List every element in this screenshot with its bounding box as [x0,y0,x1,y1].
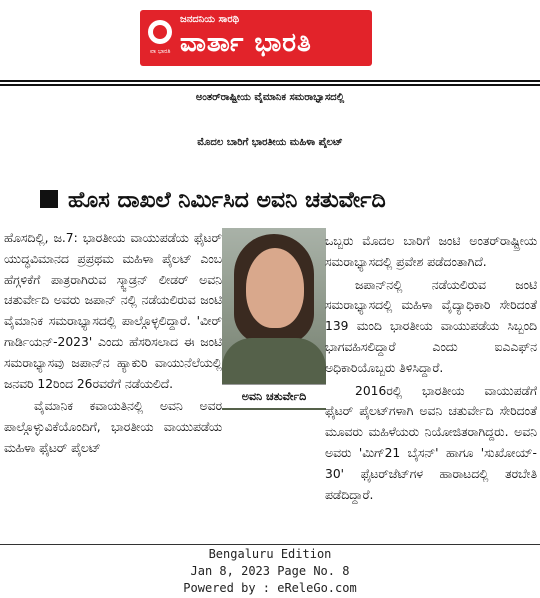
masthead [0,0,540,78]
headline-line-2: ಮೊದಲ ಬಾರಿಗೆ ಭಾರತೀಯ ಮಹಿಳಾ ಪೈಲಟ್ [197,137,343,148]
newspaper-name: ವಾರ್ತಾ ಭಾರತಿ [180,28,312,58]
footer [0,546,540,597]
paragraph: ಹೊಸದಿಲ್ಲಿ, ಜ.7: ಭಾರತೀಯ ವಾಯುಪಡೆಯ ಫೈಟರ್ ಯುದ್ಧವಿಮಾನದ ಪ್ರಪ್ರಥಮ ಮಹಿಳಾ ಪೈಲಟ್ ಎಂಬ ಹೆಗ್ಗಳಿಕೆಗೆ ಪಾತ್ರರಾಗಿರುವ ಸ್ಕ್ವಾಡ್ರನ್ ಲೀಡರ್ ಅವನಿ ಚತುರ್ವೇದಿ ಅವರು ಜಪಾನ್ ನಲ್ಲಿ ನಡೆಯಲಿರುವ ಜಂಟಿ ವೈಮಾನಿಕ ಸಮರಾಭ್ಯಾಸದಲ್ಲಿ ಪಾಲ್ಗೊಳ್ಳಲಿದ್ದಾರೆ. 'ವೀರ್ ಗಾರ್ಡಿಯನ್-2023' ಎಂದು ಹೆಸರಿಸಲಾದ ಈ ಜಂಟಿ ಸಮರಾಭ್ಯಾಸವು ಜಪಾನ್‌ನ ಹ್ಯಾಕುರಿ ವಾಯುನೆಲೆಯಲ್ಲಿ ಜನವರಿ 12ರಿಂದ 26ರವರೆಗೆ ನಡೆಯಲಿದೆ. [4,231,222,391]
paragraph: ವೈಮಾನಿಕ ಕವಾಯತಿನಲ್ಲಿ ಅವನಿ ಅವರ ಪಾಲ್ಗೊಳ್ಳುವಿಕೆಯೊಂದಿಗೆ, ಭಾರತೀಯ ವಾಯುಪಡೆಯ ಮಹಿಳಾ ಫೈಟರ್ ಪೈಲಟ್ [4,399,222,455]
subheadline-text: ಹೊಸ ದಾಖಲೆ ನಿರ್ಮಿಸಿದ ಅವನಿ ಚತುರ್ವೇದಿ [68,188,386,213]
author-photo [222,228,326,410]
paragraph: ಒಬ್ಬರು ಮೊದಲ ಬಾರಿಗೆ ಜಂಟಿ ಅಂತರ್‌ರಾಷ್ಟ್ರೀಯ ಸಮರಾಭ್ಯಾಸದಲ್ಲಿ ಪ್ರವೇಶ ಪಡೆದಂತಾಗಿದೆ. [325,234,537,269]
photo-caption: ಅವನಿ ಚತುರ್ವೇದಿ [222,384,326,408]
logo-tagline: ಜನದನಿಯ ಸಾರಥಿ [180,14,240,25]
sun-emblem-icon [148,20,172,44]
edition-label: Bengaluru Edition [208,547,332,561]
headline-line-1: ಅಂತರ್‌ರಾಷ್ಟ್ರೀಯ ವೈಮಾನಿಕ ಸಮರಾಭ್ಯಾಸದಲ್ಲಿ [195,92,345,103]
logo-sub-tagline: ವಾ ಭಾರತಿ [150,48,171,55]
square-bullet-icon [40,190,58,208]
header-rule-top [0,80,540,82]
powered-by-link[interactable]: Powered by : eReleGo.com [183,581,357,595]
newspaper-logo[interactable] [140,10,372,66]
paragraph: ಜಪಾನ್‌ನಲ್ಲಿ ನಡೆಯಲಿರುವ ಜಂಟಿ ಸಮರಾಭ್ಯಾಸದಲ್ಲಿ ಮಹಿಳಾ ವೈದ್ಯಾಧಿಕಾರಿ ಸೇರಿದಂತೆ 139 ಮಂದಿ ಭಾರತೀಯ ವಾಯುಪಡೆಯ ಸಿಬ್ಬಂದಿ ಭಾಗವಹಿಸಲಿದ್ದಾರೆ ಎಂದು ಐಎಎಫ್‌ನ ಅಧಿಕಾರಿಯೊಬ್ಬರು ತಿಳಿಸಿದ್ದಾರೆ. [325,277,537,375]
paragraph: 2016ರಲ್ಲಿ ಭಾರತೀಯ ವಾಯುಪಡೆಗೆ ಫೈಟರ್ ಪೈಲಟ್‌ಗಳಾಗಿ ಅವನಿ ಚತುರ್ವೇದಿ ಸೇರಿದಂತೆ ಮೂವರು ಮಹಿಳೆಯರು ನಿಯೋಜಿತರಾಗಿದ್ದರು. ಅವನಿ ಅವರು 'ಮಿಗ್21 ಬೈಸನ್' ಹಾಗೂ 'ಸುಖೋಯ್- 30' ಫೈಟರ್‌ಜೆಟ್‌ಗಳ ಹಾರಾಟದಲ್ಲಿ ತರಬೇತಿ ಪಡೆದಿದ್ದಾರೆ. [325,383,537,502]
date-page-label: Jan 8, 2023 Page No. 8 [190,564,350,578]
article-column-left [4,228,222,459]
header-rule-bottom [0,84,540,86]
subheadline [40,188,386,213]
article-column-right [325,231,537,505]
footer-rule [0,544,540,545]
